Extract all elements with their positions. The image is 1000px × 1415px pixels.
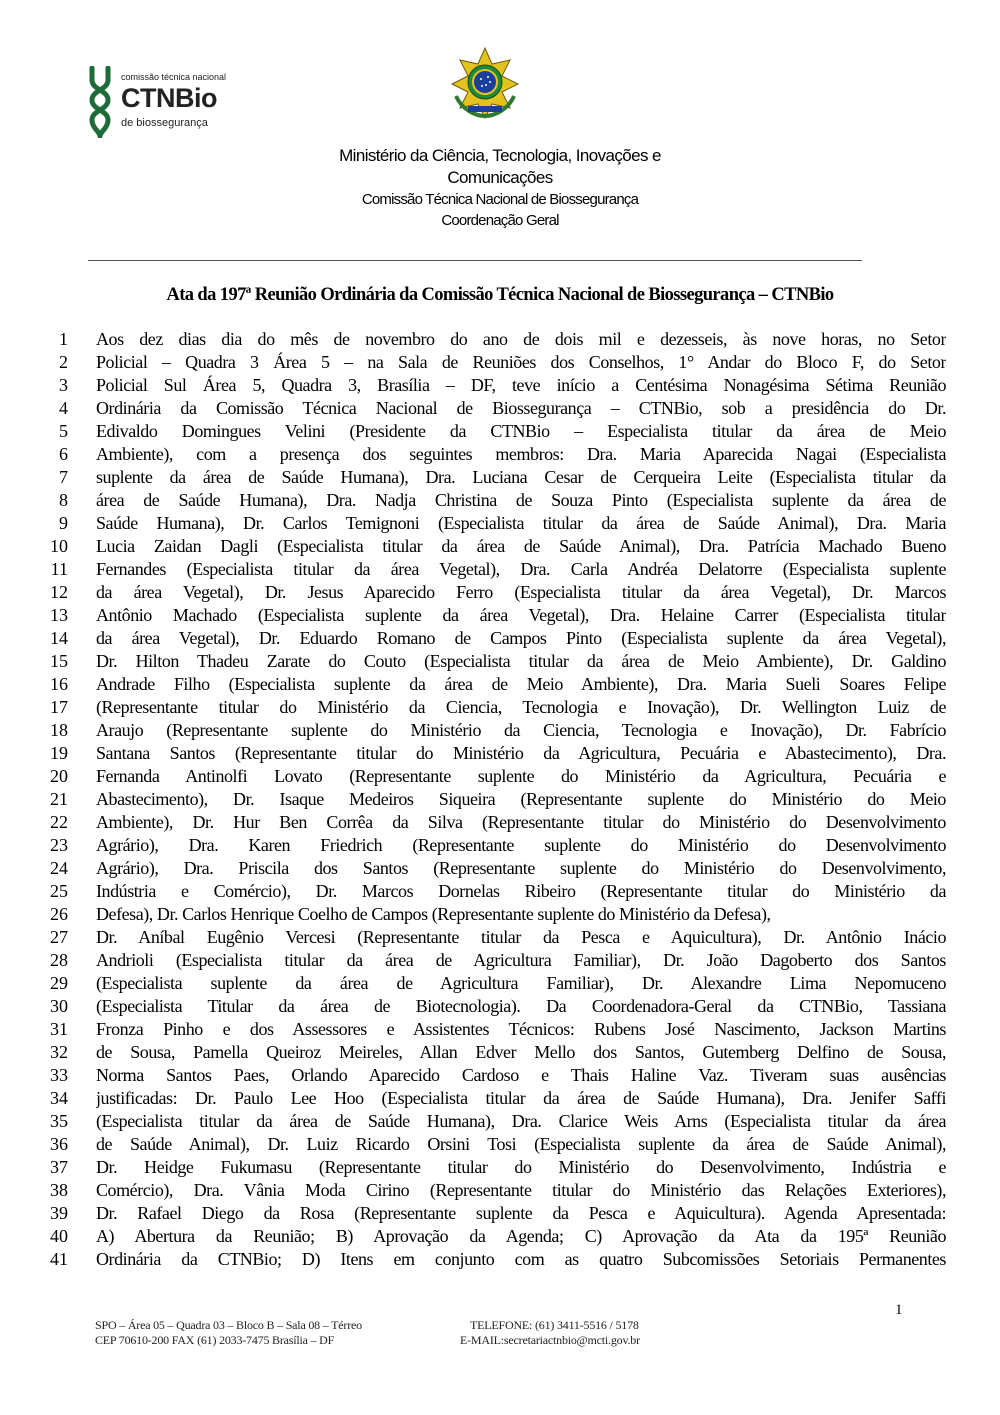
line-number: 37 [50,1157,68,1177]
text-line [38,765,946,788]
text-line [38,696,946,719]
line-number: 4 [59,398,68,418]
line-text: (Especialista Titular da área de Biotecnologia). Da Coordenadora-Geral da CTNBio, Tassiana [96,996,946,1016]
text-line [38,466,946,489]
line-text: Araujo (Representante suplente do Ministério da Ciencia, Tecnologia e Inovação), Dr. Fabrício [96,720,946,740]
text-line [38,650,946,673]
text-line [38,995,946,1018]
text-line [38,627,946,650]
line-text: Policial Sul Área 5, Quadra 3, Brasília – DF, teve início a Centésima Nonagésima Sétima Reunião [96,375,946,395]
line-number: 5 [59,421,68,441]
document-title: Ata da 197ª Reunião Ordinária da Comissão Técnica Nacional de Biossegurança – CTNBio [166,285,834,305]
line-text: Andrioli (Especialista titular da área de Agricultura Familiar), Dr. João Dagoberto dos Santos [96,950,946,970]
line-number: 9 [59,513,68,533]
line-number: 35 [50,1111,68,1131]
text-line [38,581,946,604]
line-text: Fronza Pinho e dos Assessores e Assistentes Técnicos: Rubens José Nascimento, Jackson Martins [96,1019,946,1039]
line-text: da área Vegetal), Dr. Jesus Aparecido Ferro (Especialista titular da área Vegetal), Dr. Marcos [96,582,946,602]
line-text: (Especialista suplente da área de Agricultura Familiar), Dr. Alexandre Lima Nepomuceno [96,973,946,993]
ministry-name-line2: Comunicações [447,168,553,187]
line-text: Ambiente), com a presença dos seguintes membros: Dra. Maria Aparecida Nagai (Especialista [96,444,946,464]
text-line [38,1225,946,1248]
line-text: Antônio Machado (Especialista suplente da área Vegetal), Dra. Helaine Carrer (Especialista titular [96,605,946,625]
line-text: da área Vegetal), Dr. Eduardo Romano de Campos Pinto (Especialista suplente da área Vegetal), [96,628,946,648]
line-number: 3 [59,375,68,395]
line-number: 28 [50,950,68,970]
text-line [38,443,946,466]
line-number: 40 [50,1226,68,1246]
line-number: 29 [50,973,68,993]
line-number: 25 [50,881,68,901]
logo-caption-top: comissão técnica nacional [121,72,227,82]
line-number: 30 [50,996,68,1016]
text-line [38,1156,946,1179]
line-text: Dr. Rafael Diego da Rosa (Representante suplente da Pesca e Aquicultura). Agenda Apresentada: [96,1203,946,1223]
commission-name: Comissão Técnica Nacional de Biossegurança [361,191,639,208]
line-text: suplente da área de Saúde Humana), Dra. Luciana Cesar de Cerqueira Leite (Especialista titular da [96,467,946,487]
line-text: Fernandes (Especialista titular da área Vegetal), Dra. Carla Andréa Delatorre (Especialista suplente [96,559,946,579]
line-text: Policial – Quadra 3 Área 5 – na Sala de Reuniões dos Conselhos, 1° Andar do Bloco F, do Setor [96,352,946,372]
line-number: 7 [59,467,68,487]
text-line [38,1087,946,1110]
line-text: de Saúde Animal), Dr. Luiz Ricardo Orsini Tosi (Especialista suplente da área de Saúde Animal), [96,1134,946,1154]
line-text: Ordinária da Comissão Técnica Nacional de Biossegurança – CTNBio, sob a presidência do Dr. [96,398,946,418]
logo-caption-bottom: de biossegurança [121,117,208,129]
text-line [38,1133,946,1156]
text-line [38,1110,946,1133]
line-text: Ordinária da CTNBio; D) Itens em conjunto com as quatro Subcomissões Setoriais Permanentes [96,1249,946,1269]
text-line [38,558,946,581]
text-line [38,857,946,880]
line-text: (Especialista titular da área de Saúde Humana), Dra. Clarice Weis Arns (Especialista titular da área [96,1111,946,1131]
line-number: 23 [50,835,68,855]
line-number: 26 [50,904,68,924]
line-number: 33 [50,1065,68,1085]
text-line [38,811,946,834]
text-line [38,420,946,443]
text-line [38,742,946,765]
text-line [38,834,946,857]
text-line [38,1202,946,1225]
text-line [38,903,918,926]
header-divider [88,260,862,261]
line-text: Agrário), Dra. Priscila dos Santos (Representante suplente do Ministério do Desenvolvimento, [96,858,946,878]
text-line [38,1064,946,1087]
line-number: 18 [50,720,68,740]
line-text: Andrade Filho (Especialista suplente da área de Meio Ambiente), Dra. Maria Sueli Soares Felipe [96,674,946,694]
line-number: 34 [50,1088,68,1108]
line-text: Agrário), Dra. Karen Friedrich (Representante suplente do Ministério do Desenvolvimento [96,835,946,855]
line-number: 16 [50,674,68,694]
brazil-coat-of-arms-icon [448,46,522,120]
line-number: 17 [50,697,68,717]
line-text: Abastecimento), Dr. Isaque Medeiros Siqueira (Representante suplente do Ministério do Meio [96,789,946,809]
line-text: de Sousa, Pamella Queiroz Meireles, Allan Edver Mello dos Santos, Gutemberg Delfino de Sousa, [96,1042,946,1062]
line-number: 31 [50,1019,68,1039]
line-number: 36 [50,1134,68,1154]
line-text: área de Saúde Humana), Dra. Nadja Christina de Souza Pinto (Especialista suplente da área de [96,490,946,510]
line-number: 27 [50,927,68,947]
text-line [38,926,946,949]
line-text: Ambiente), Dr. Hur Ben Corrêa da Silva (Representante titular do Ministério do Desenvolvimento [96,812,946,832]
line-number: 11 [50,559,68,579]
line-text: Defesa), Dr. Carlos Henrique Coelho de Campos (Representante suplente do Ministério da Defesa), [96,904,771,924]
line-number: 41 [50,1249,68,1269]
line-text: Santana Santos (Representante titular do Ministério da Agricultura, Pecuária e Abastecimento), Dra. [96,743,946,763]
line-text: A) Abertura da Reunião; B) Aprovação da Agenda; C) Aprovação da Ata da 195ª Reunião [96,1226,946,1246]
text-line [38,1248,946,1271]
line-number: 21 [50,789,68,809]
line-number: 6 [59,444,68,464]
line-text: Edivaldo Domingues Velini (Presidente da CTNBio – Especialista titular da área de Meio [96,421,946,441]
line-text: Fernanda Antinolfi Lovato (Representante suplente do Ministério da Agricultura, Pecuária e [96,766,946,786]
logo-wordmark: CTNBio [121,83,217,113]
coordination-name: Coordenação Geral [441,212,559,229]
line-text: Dr. Heidge Fukumasu (Representante titular do Ministério do Desenvolvimento, Indústria e [96,1157,946,1177]
footer-email: E-MAIL:secretariactnbio@mcti.gov.br [460,1333,640,1347]
line-text: Aos dez dias dia do mês de novembro do ano de dois mil e dezesseis, às nove horas, no Setor [96,329,946,349]
line-number: 24 [50,858,68,878]
line-text: Dr. Aníbal Eugênio Vercesi (Representante titular da Pesca e Aquicultura), Dr. Antônio Inácio [96,927,946,947]
text-line [38,1041,946,1064]
ministry-name-line1: Ministério da Ciência, Tecnologia, Inovações e [339,146,661,165]
line-number: 13 [50,605,68,625]
line-text: Norma Santos Paes, Orlando Aparecido Cardoso e Thais Haline Vaz. Tiveram suas ausências [96,1065,946,1085]
line-text: Comércio), Dra. Vânia Moda Cirino (Representante titular do Ministério das Relações Exteriores), [96,1180,946,1200]
line-number: 38 [50,1180,68,1200]
dna-helix-icon [85,66,115,138]
line-number: 19 [50,743,68,763]
ctnbio-logo [85,66,245,138]
text-line [38,949,946,972]
line-number: 8 [59,490,68,510]
text-line [38,374,946,397]
text-line [38,535,946,558]
line-number: 22 [50,812,68,832]
text-line [38,1018,946,1041]
line-text: Lucia Zaidan Dagli (Especialista titular da área de Saúde Animal), Dra. Patrícia Machado Bueno [96,536,946,556]
text-line [38,351,946,374]
line-number: 1 [59,329,68,349]
text-line [38,328,946,351]
text-line [38,880,946,903]
footer-address-line2: CEP 70610-200 FAX (61) 2033-7475 Brasília – DF [95,1333,335,1347]
line-number: 20 [50,766,68,786]
minutes-body [38,328,946,1271]
text-line [38,512,946,535]
line-text: (Representante titular do Ministério da Ciencia, Tecnologia e Inovação), Dr. Wellington Luiz de [96,697,946,717]
text-line [38,719,946,742]
text-line [38,397,946,420]
line-text: justificadas: Dr. Paulo Lee Hoo (Especialista titular da área de Saúde Humana), Dra. Jenifer Saffi [96,1088,946,1108]
text-line [38,673,946,696]
text-line [38,972,946,995]
line-text: Indústria e Comércio), Dr. Marcos Dornelas Ribeiro (Representante titular do Ministério da [96,881,946,901]
text-line [38,489,946,512]
text-line [38,1179,946,1202]
footer-address-line1: SPO – Área 05 – Quadra 03 – Bloco B – Sala 08 – Térreo [95,1318,362,1332]
line-text: Dr. Hilton Thadeu Zarate do Couto (Especialista titular da área de Meio Ambiente), Dr. Galdino [96,651,946,671]
line-number: 10 [50,536,68,556]
line-number: 39 [50,1203,68,1223]
line-number: 15 [50,651,68,671]
footer-phone: TELEFONE: (61) 3411-5516 / 5178 [470,1318,639,1332]
page-number: 1 [895,1302,903,1318]
line-number: 32 [50,1042,68,1062]
line-number: 12 [50,582,68,602]
line-text: Saúde Humana), Dr. Carlos Temignoni (Especialista titular da área de Saúde Animal), Dra. Maria [96,513,946,533]
text-line [38,604,946,627]
line-number: 14 [50,628,68,648]
text-line [38,788,946,811]
line-number: 2 [59,352,68,372]
